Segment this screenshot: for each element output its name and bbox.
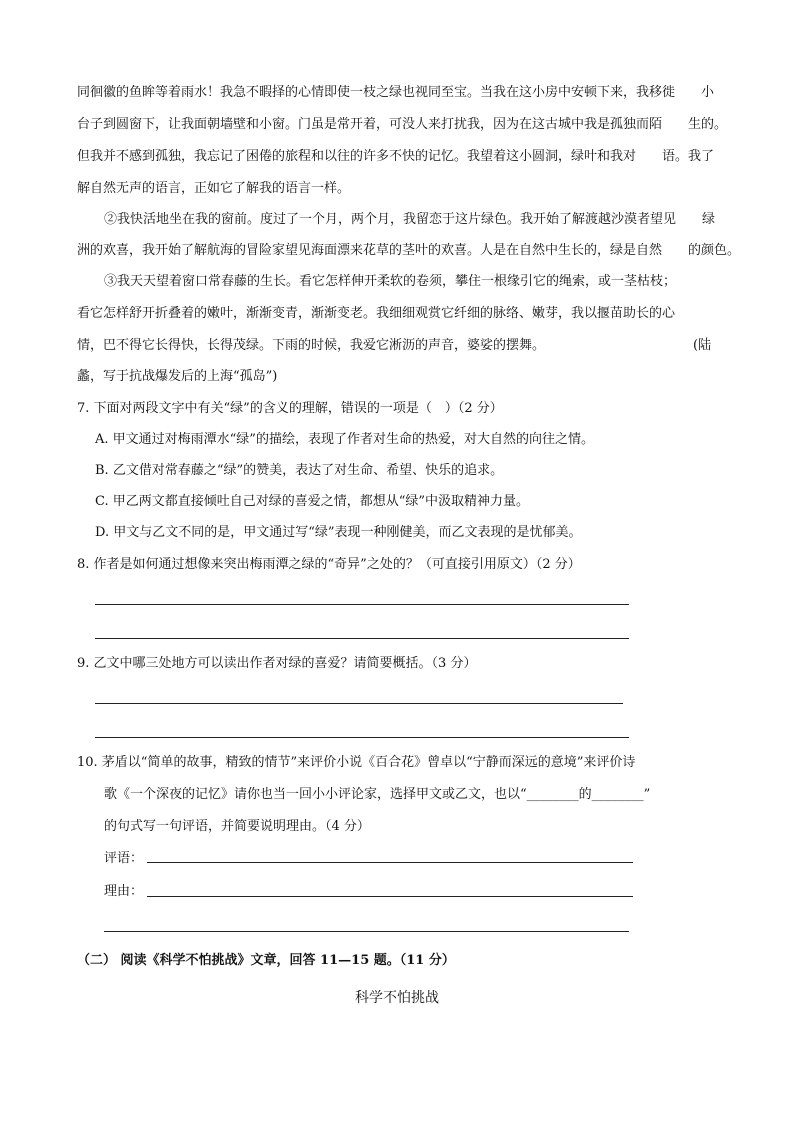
reason-label: 理由： (104, 884, 144, 899)
passage-yi-para3-line-3: 情，巴不得它长得快，长得茂绿。下雨的时候，我爱它淅沥的声音，婆娑的摆舞。 (77, 338, 546, 353)
question-7-stem: 7. 下面对两段文字中有关“绿”的含义的理解，错误的一项是（ ）（2 分） (77, 401, 503, 416)
passage-jia-line-1: 同徊徽的鱼眸等着雨水！我急不暇择的心情即使一枝之绿也视同至宝。当我在这小房中安顿下来，我移徙 小 (77, 85, 715, 100)
answer-line[interactable] (95, 604, 629, 605)
question-9-stem: 9. 乙文中哪三处地方可以读出作者对绿的喜爱？请简要概括。（3 分） (77, 656, 477, 671)
answer-line[interactable] (95, 703, 623, 704)
reason-answer-line-2[interactable] (104, 931, 629, 932)
question-8-stem: 8. 作者是如何通过想像来突出梅雨潭之绿的“奇异”之处的？（可直接引用原文）（2 分） (77, 557, 581, 572)
reason-answer-line[interactable] (147, 896, 633, 897)
comment-answer-line[interactable] (147, 862, 633, 863)
question-7-option-b: B. 乙文借对常春藤之“绿”的赞美，表达了对生命、希望、快乐的追求。 (95, 463, 504, 478)
passage-yi-para3-line-1: ③我天天望着窗口常春藤的生长。看它怎样伸开柔软的卷须，攀住一根缘引它的绳索，或一茎枯枝； (104, 274, 677, 289)
question-7-option-d: D. 甲文与乙文不同的是，甲文通过写“绿”表现一种刚健美，而乙文表现的是忧郁美。 (95, 525, 582, 540)
passage-yi-para2-line-2: 洲的欢喜，我开始了解航海的冒险家望见海面漂来花草的茎叶的欢喜。人是在自然中生长的，绿是自然 的颜色。 (77, 243, 741, 258)
question-10-line-2: 歌《一个深夜的记忆》请你也当一回小小评论家，选择甲文或乙文，也以“________的________” (104, 787, 651, 802)
passage-yi-para3-line-2: 看它怎样舒开折叠着的嫩叶，渐渐变青，渐渐变老。我细细观赏它纤细的脉络、嫩芽，我以揠苗助长的心 (77, 306, 676, 321)
question-7-option-a: A. 甲文通过对梅雨潭水“绿”的描绘，表现了作者对生命的热爱，对大自然的向往之情。 (95, 432, 594, 447)
passage-yi-source-part-2: 蠡，写于抗战爆发后的上海“孤岛”) (77, 369, 278, 384)
answer-line[interactable] (95, 737, 629, 738)
question-10-line-1: 10. 茅盾以“简单的故事，精致的情节”来评价小说《百合花》曾卓以“宁静而深远的意境”来评价诗 (77, 755, 636, 770)
answer-line[interactable] (95, 638, 629, 639)
passage-yi-source-part-1: (陆 (693, 338, 712, 353)
question-10-line-3: 的句式写一句评语，并简要说明理由。（4 分） (104, 819, 370, 834)
passage-jia-line-2: 台子到圆窗下，让我面朝墙壁和小窗。门虽是常开着，可没人来打扰我，因为在这古城中我是孤独而陌 生的。 (77, 117, 728, 132)
passage-jia-line-4: 解自然无声的语言，正如它了解我的语言一样。 (77, 181, 351, 196)
section-2-heading: （二） 阅读《科学不怕挑战》文章，回答 11—15 题。（11 分） (77, 953, 455, 968)
question-7-option-c: C. 甲乙两文都直接倾吐自己对绿的喜爱之情，都想从“绿”中汲取精神力量。 (95, 494, 530, 509)
passage-yi-para2-line-1: ②我快活地坐在我的窗前。度过了一个月，两个月，我留恋于这片绿色。我开始了解渡越沙漠者望见 绿 (104, 212, 716, 227)
article-title: 科学不怕挑战 (355, 990, 439, 1006)
comment-label: 评语： (104, 851, 144, 866)
passage-jia-line-3: 但我并不感到孤独，我忘记了困倦的旅程和以往的许多不快的记忆。我望着这小圆洞，绿叶和我对 语。我了 (77, 149, 715, 164)
